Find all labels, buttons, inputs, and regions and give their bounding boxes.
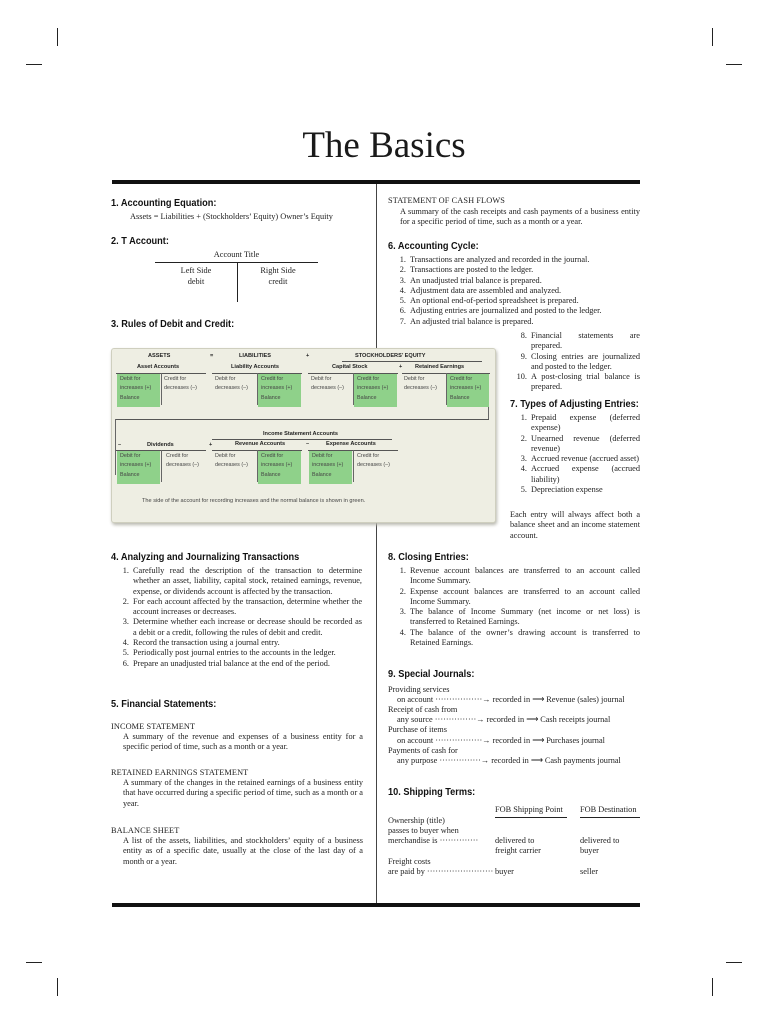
fig-underline	[342, 361, 482, 362]
shipping-row1-a: Ownership (title)	[388, 816, 445, 825]
fig-connector	[115, 419, 116, 475]
sj-row-1-label: Providing services	[388, 685, 450, 694]
shipping-col-underline	[580, 817, 640, 818]
fig-balance: Balance	[120, 395, 140, 401]
closing-entries-list	[395, 566, 640, 648]
list-item: 1. Revenue account balances are transferred to an account called Income Summary.	[399, 566, 640, 586]
list-item: 4. Accrued expense (accrued liability)	[520, 464, 640, 484]
list-item: 1. Transactions are analyzed and recorded in the journal.	[399, 255, 590, 264]
fig-stockholders-equity: STOCKHOLDERS’ EQUITY	[355, 353, 426, 359]
shipping-row2-b: are paid by ························	[388, 867, 494, 876]
sj-row-3-label: Purchase of items	[388, 725, 447, 734]
section-heading-closing-entries: 8. Closing Entries:	[388, 552, 469, 563]
sj-row-2-sub: any source ···············→ recorded in ⟶ Cash receipts journal	[397, 715, 611, 724]
list-item: 3. An unadjusted trial balance is prepared.	[399, 275, 542, 285]
balance-sheet-text: A list of the assets, liabilities, and stockholders’ equity of a business entity as of a specific date, usually at the close of the last day of a month or a year.	[123, 836, 363, 866]
section-heading-financial-statements: 5. Financial Statements:	[111, 699, 217, 710]
section-heading-analyzing-journalizing: 4. Analyzing and Journalizing Transactions	[111, 552, 300, 563]
t-account-left-side: Left Side	[180, 266, 212, 275]
shipping-row2-col2: seller	[580, 867, 598, 876]
fig-balance: Balance	[312, 472, 332, 478]
fig-debit-for: Debit for	[404, 376, 425, 382]
fig-balance: Balance	[261, 472, 281, 478]
t-account-right-side: Right Side	[260, 266, 296, 275]
list-item: 9. Closing entries are journalized and posted to the ledger.	[520, 351, 640, 371]
list-item: 3. Accrued revenue (accrued asset)	[520, 454, 640, 464]
list-item: 3. Determine whether each increase or decrease should be recorded as a debit or a credit, following the rules of debit and credit.	[122, 617, 362, 637]
section-heading-shipping-terms: 10. Shipping Terms:	[388, 787, 476, 798]
accounting-cycle-list	[395, 255, 640, 327]
list-item: 3. The balance of Income Summary (net income or net loss) is transferred to Retained Earnings.	[399, 607, 640, 627]
sj-row-4-sub: any purpose ···············→ recorded in ⟶ Cash payments journal	[397, 756, 621, 765]
list-item: 6. Prepare an unadjusted trial balance at the end of the period.	[122, 658, 330, 668]
fig-dec-minus: decreases (–)	[215, 385, 248, 391]
section-heading-adjusting-entries: 7. Types of Adjusting Entries:	[510, 399, 639, 410]
fig-plus2: +	[399, 364, 403, 370]
fig-inc-plus: increases (+)	[120, 385, 152, 391]
shipping-col-fob-destination: FOB Destination	[580, 805, 637, 814]
fig-inc-plus: increases (+)	[120, 462, 152, 468]
crop-mark	[726, 64, 742, 65]
fig-credit-for: Credit for	[450, 376, 473, 382]
fig-connector	[116, 419, 489, 420]
list-item: 8. Financial statements are prepared.	[520, 331, 640, 351]
fig-asset-accounts: Asset Accounts	[137, 364, 180, 370]
list-item: 5. Depreciation expense	[520, 485, 603, 495]
shipping-row1-b: passes to buyer when	[388, 826, 459, 835]
fig-liability-accounts: Liability Accounts	[231, 364, 279, 370]
fig-plus: +	[306, 353, 310, 359]
adjusting-entries-list	[516, 413, 640, 495]
fig-credit-for: Credit for	[166, 453, 189, 459]
shipping-row2-col1: buyer	[495, 867, 514, 876]
fig-expense-accounts: Expense Accounts	[326, 441, 376, 447]
fig-income-statement-accounts: Income Statement Accounts	[263, 431, 339, 437]
crop-mark	[26, 64, 42, 65]
fig-connector	[488, 407, 489, 419]
crop-mark	[26, 962, 42, 963]
fig-credit-for: Credit for	[261, 453, 284, 459]
fig-equals: =	[210, 353, 214, 359]
column-divider	[376, 184, 377, 903]
list-item: 6. Adjusting entries are journalized and posted to the ledger.	[399, 306, 602, 316]
section-heading-rules-debit-credit: 3. Rules of Debit and Credit:	[111, 319, 235, 330]
sj-row-4-label: Payments of cash for	[388, 746, 458, 755]
list-item: 4. Adjustment data are assembled and analyzed.	[399, 285, 562, 295]
shipping-col-underline	[495, 817, 567, 818]
sj-row-2-label: Receipt of cash from	[388, 705, 458, 714]
t-account-title: Account Title	[213, 250, 260, 259]
fig-dec-minus: decreases (–)	[215, 462, 248, 468]
fig-assets: ASSETS	[148, 353, 171, 359]
fig-underline	[212, 439, 392, 440]
page-title: The Basics	[302, 125, 466, 166]
fig-credit-for: Credit for	[261, 376, 284, 382]
fig-revenue-accounts: Revenue Accounts	[235, 441, 286, 447]
crop-mark	[712, 28, 713, 46]
fig-debit-for: Debit for	[312, 453, 333, 459]
sj-row-3-sub: on account ·················→ recorded in ⟶ Purchases journal	[397, 736, 605, 745]
list-item: 2. Expense account balances are transferred to an account called Income Summary.	[399, 586, 640, 606]
fig-debit-for: Debit for	[120, 376, 141, 382]
retained-earnings-text: A summary of the changes in the retained earnings of a business entity that have occurred during a specific period of time, such as a month or a year.	[123, 778, 363, 808]
fig-dec-minus: decreases (–)	[164, 385, 197, 391]
list-item: 2. Unearned revenue (deferred revenue)	[520, 433, 640, 453]
list-item: 5. Periodically post journal entries to the accounts in the ledger.	[122, 648, 336, 658]
fig-inc-plus: increases (+)	[261, 462, 293, 468]
fig-dec-minus: decreases (–)	[404, 385, 437, 391]
bottom-rule	[112, 903, 640, 907]
list-item: 10. A post-closing trial balance is prepared.	[516, 372, 640, 392]
shipping-row1-col2: delivered to buyer	[580, 836, 620, 855]
fig-balance: Balance	[357, 395, 377, 401]
crop-mark	[712, 978, 713, 996]
fig-dec-minus: decreases (–)	[357, 462, 390, 468]
fig-minus2: –	[306, 441, 310, 447]
section-heading-special-journals: 9. Special Journals:	[388, 669, 475, 680]
list-item: 1. Carefully read the description of the transaction to determine whether an asset, liability, capital stock, retained earnings, revenue, expense, or dividends account is affected by the transaction.	[122, 566, 362, 596]
income-statement-text: A summary of the revenue and expenses of a business entity for a specific period of time, such as a month or a year.	[123, 732, 363, 752]
adjusting-entries-note: Each entry will always affect both a balance sheet and an income statement account.	[510, 510, 640, 540]
fig-debit-for: Debit for	[120, 453, 141, 459]
fig-inc-plus: increases (+)	[450, 385, 482, 391]
fig-note: The side of the account for recording increases and the normal balance is shown in green.	[142, 498, 366, 504]
list-item: 7. An adjusted trial balance is prepared.	[399, 316, 534, 326]
balance-sheet-title: BALANCE SHEET	[111, 826, 180, 835]
fig-liabilities: LIABILITIES	[239, 353, 272, 359]
list-item: 4. Record the transaction using a journal entry.	[122, 638, 280, 648]
fig-minus: –	[118, 442, 122, 448]
sj-row-1-sub: on account ·················→ recorded in ⟶ Revenue (sales) journal	[397, 695, 625, 704]
analyzing-steps-list	[118, 566, 362, 669]
cash-flows-title: STATEMENT OF CASH FLOWS	[388, 196, 505, 205]
fig-inc-plus: increases (+)	[357, 385, 389, 391]
income-statement-title: INCOME STATEMENT	[111, 722, 196, 731]
fig-dec-minus: decreases (–)	[311, 385, 344, 391]
shipping-row2-a: Freight costs	[388, 857, 431, 866]
accounting-cycle-list-cont	[516, 331, 640, 393]
list-item: 2. Transactions are posted to the ledger.	[399, 265, 534, 275]
shipping-row1-c: merchandise is ··············	[388, 836, 479, 845]
fig-inc-plus: increases (+)	[312, 462, 344, 468]
list-item: 2. For each account affected by the transaction, determine whether the account increases or decreases.	[122, 596, 362, 617]
fig-debit-for: Debit for	[311, 376, 332, 382]
fig-dec-minus: decreases (–)	[166, 462, 199, 468]
fig-inc-plus: increases (+)	[261, 385, 293, 391]
t-account-stem	[237, 262, 238, 302]
fig-t-stem	[161, 373, 162, 405]
fig-credit-for: Credit for	[357, 453, 380, 459]
section-heading-accounting-cycle: 6. Accounting Cycle:	[388, 241, 479, 252]
fig-credit-for: Credit for	[357, 376, 380, 382]
fig-debit-for: Debit for	[215, 453, 236, 459]
crop-mark	[726, 962, 742, 963]
fig-plus3: +	[209, 442, 213, 448]
fig-t-stem	[161, 450, 162, 482]
fig-retained-earnings: Retained Earnings	[415, 364, 465, 370]
shipping-row1-col1: delivered to freight carrier	[495, 836, 541, 855]
crop-mark	[57, 28, 58, 46]
fig-capital-stock: Capital Stock	[332, 364, 368, 370]
fig-balance: Balance	[450, 395, 470, 401]
list-item: 1. Prepaid expense (deferred expense)	[520, 413, 640, 433]
list-item: 4. The balance of the owner’s drawing account is transferred to Retained Earnings.	[399, 627, 640, 648]
fig-debit-for: Debit for	[215, 376, 236, 382]
fig-balance: Balance	[120, 472, 140, 478]
section-heading-t-account: 2. T Account:	[111, 236, 169, 247]
debit-credit-figure	[111, 348, 496, 523]
section-heading-accounting-equation: 1. Accounting Equation:	[111, 198, 217, 209]
fig-t-stem	[353, 450, 354, 482]
crop-mark	[57, 978, 58, 996]
shipping-col-fob-shipping: FOB Shipping Point	[495, 805, 563, 814]
t-account-debit: debit	[187, 277, 205, 286]
fig-credit-for: Credit for	[164, 376, 187, 382]
accounting-equation-text: Assets = Liabilities + (Stockholders’ Equity) Owner’s Equity	[130, 212, 333, 221]
list-item: 5. An optional end-of-period spreadsheet is prepared.	[399, 296, 579, 306]
fig-dividends: Dividends	[147, 442, 174, 448]
fig-balance: Balance	[261, 395, 281, 401]
t-account-credit: credit	[268, 277, 288, 286]
cash-flows-text: A summary of the cash receipts and cash payments of a business entity for a specific period of time, such as a month or a year.	[400, 207, 640, 227]
retained-earnings-title: RETAINED EARNINGS STATEMENT	[111, 768, 249, 777]
